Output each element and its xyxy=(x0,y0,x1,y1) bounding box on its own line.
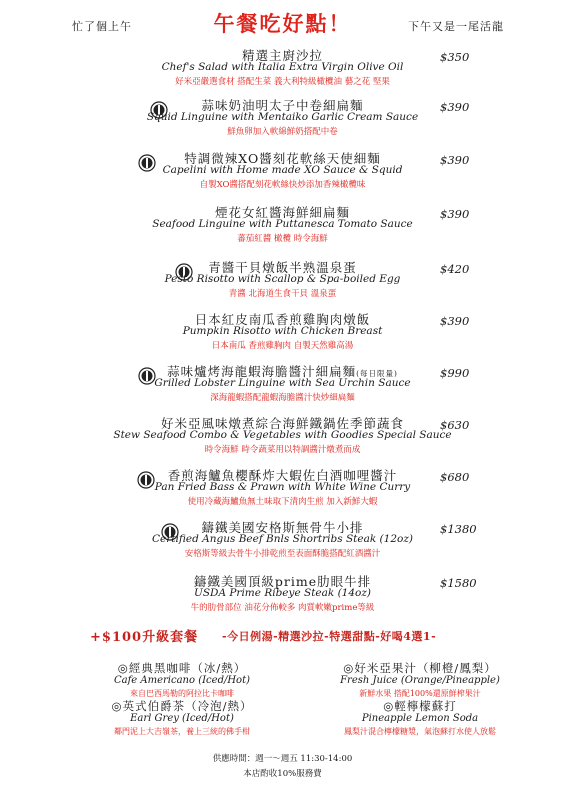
menu-item xyxy=(0,466,565,516)
item-description: 使用冷藏海鱸魚無土味取下清肉生煎 加入新鮮大蝦 xyxy=(187,497,378,507)
item-price: $390 xyxy=(440,153,470,167)
item-description: 青醬 北海道生食干貝 溫泉蛋 xyxy=(228,289,337,299)
upgrade-set-banner xyxy=(0,626,565,646)
drink-item xyxy=(62,698,302,736)
item-price: $1380 xyxy=(440,522,477,536)
item-description: 時令海鮮 時令蔬菜用以特調醬汁燉煮而成 xyxy=(204,445,361,455)
drink-name-zh: ◎英式伯爵茶（冷泡/熱） xyxy=(111,699,253,713)
drink-item xyxy=(300,660,540,698)
item-description: 日本南瓜 香煎雞胸肉 自製天然雞高湯 xyxy=(211,341,354,351)
item-price: $1580 xyxy=(440,576,477,590)
page-title: 午餐吃好點！ xyxy=(213,11,352,36)
menu-item xyxy=(0,518,565,568)
item-name-en: Squid Linguine with Mentaiko Garlic Cream Sauce xyxy=(146,111,419,123)
limited-badge: (每日限量) xyxy=(356,369,398,378)
item-price: $390 xyxy=(440,100,470,114)
item-name-zh: 好米亞風味燉煮綜合海鮮鐵鍋佐季節蔬食 xyxy=(160,416,404,431)
menu-item xyxy=(0,149,565,199)
menu-item xyxy=(0,258,565,308)
item-name-en: Pumpkin Risotto with Chicken Breast xyxy=(182,325,383,337)
item-name-zh: 蒜味奶油明太子中卷細扁麵 xyxy=(201,98,364,113)
item-description: 好米亞嚴選食材 搭配生菜 義大利特級橄欖油 藝之花 堅果 xyxy=(175,77,390,87)
drink-description: 鳳梨汁混合檸檬糖漿，氣泡蘇打水使人放鬆 xyxy=(344,727,496,736)
drink-description: 來自巴西馬勒的阿拉比卡咖啡 xyxy=(130,689,234,698)
header-right-tagline: 下午又是一尾活龍 xyxy=(408,20,504,33)
service-hours: 供應時間：週一～週五 11:30-14:00 xyxy=(212,754,353,764)
item-name-en: Pesto Risotto with Scallop & Spa-boiled Egg xyxy=(164,273,401,285)
item-name-en: Capelini with Home made XO Sauce & Squid xyxy=(162,164,403,176)
set-title: +$100升級套餐 xyxy=(90,630,199,645)
drink-description: 新鮮水果 搭配100%還原鮮榨果汁 xyxy=(359,689,481,698)
item-name-en: Pan Fried Bass & Prawn with White Wine Curry xyxy=(154,481,411,493)
item-name-zh: 鑄鐵美國頂級prime肋眼牛排 xyxy=(193,574,372,589)
item-name-en: Chef's Salad with Italia Extra Virgin Olive Oil xyxy=(161,61,404,73)
menu-item xyxy=(0,203,565,253)
drink-name-en: Fresh Juice (Orange/Pineapple) xyxy=(340,675,500,686)
item-description: 牛的肋骨部位 油花分佈較多 肉質軟嫩prime等級 xyxy=(190,603,375,613)
drink-name-en: Cafe Americano (Iced/Hot) xyxy=(113,675,250,686)
item-price: $350 xyxy=(440,50,470,64)
drink-item xyxy=(300,698,540,736)
set-description: -今日例湯-精選沙拉-特選甜點-好喝4選1- xyxy=(222,630,437,643)
item-description: 鮮魚卵加入軟綿鮮奶搭配中卷 xyxy=(227,127,338,137)
drink-name-zh: ◎好米亞果汁（柳橙/鳳梨） xyxy=(343,661,497,675)
menu-item xyxy=(0,362,565,412)
item-name-zh: 香煎海鱸魚櫻酥炸大蝦佐白酒咖哩醬汁 xyxy=(167,468,398,483)
item-price: $390 xyxy=(440,314,470,328)
menu-item xyxy=(0,572,565,622)
item-name-zh: 煙花女紅醬海鮮細扁麵 xyxy=(214,205,350,220)
item-name-en: Grilled Lobster Linguine with Sea Urchin Sauce xyxy=(154,377,411,389)
drink-name-zh: ◎輕檸檬蘇打 xyxy=(383,699,457,713)
drink-description: 鄰門泥上大吉嶺茶，養上三統的佛手柑 xyxy=(114,727,250,736)
drink-name-en: Earl Grey (Iced/Hot) xyxy=(130,713,234,724)
item-price: $390 xyxy=(440,207,470,221)
item-description: 安格斯等級去骨牛小排乾煎至表面酥脆搭配紅酒醬汁 xyxy=(184,549,381,559)
item-name-zh: 特調微辣XO醬刻花軟絲天使細麵 xyxy=(184,151,381,166)
item-name-en: Seafood Linguine with Puttanesca Tomato Sauce xyxy=(152,218,413,230)
menu-item xyxy=(0,414,565,464)
item-name-en: USDA Prime Ribeye Steak (14oz) xyxy=(193,587,371,599)
item-description: 深海龍蝦搭配龍蝦海膽醬汁快炒細扁麵 xyxy=(210,393,355,403)
item-name-zh: 精選主廚沙拉 xyxy=(241,48,323,63)
item-name-zh: 青醬干貝燉飯半熟溫泉蛋 xyxy=(208,260,357,275)
item-price: $420 xyxy=(440,262,470,276)
item-name-en: Certified Angus Beef Bnls Shortribs Steak (12oz) xyxy=(152,533,413,545)
drink-item xyxy=(62,660,302,698)
item-name-en: Stew Seafood Combo & Vegetables with Goodies Special Sauce xyxy=(113,429,452,441)
drink-name-zh: ◎經典黑咖啡（冰/熱） xyxy=(117,661,247,675)
item-name-zh: 日本紅皮南瓜香煎雞胸肉燉飯 xyxy=(194,312,371,327)
item-price: $680 xyxy=(440,470,470,484)
item-description: 蕃茄紅醬 橄欖 時令海鮮 xyxy=(237,234,328,244)
menu-item xyxy=(0,96,565,146)
item-price: $630 xyxy=(440,418,470,432)
item-name-zh: 鑄鐵美國安格斯無骨牛小排 xyxy=(201,520,364,535)
item-name-zh-text: 蒜味爐烤海龍蝦海膽醬汁細扁麵 xyxy=(167,364,357,379)
menu-item xyxy=(0,46,565,96)
page-header xyxy=(0,8,565,38)
drink-name-en: Pineapple Lemon Soda xyxy=(361,713,479,724)
header-left-tagline: 忙了個上午 xyxy=(72,20,132,33)
item-price: $990 xyxy=(440,366,470,380)
item-description: 自製XO醬搭配刻花軟絲快炒添加香辣橄欖味 xyxy=(199,180,366,190)
service-charge-note: 本店酌收10%服務費 xyxy=(243,769,322,779)
menu-item xyxy=(0,310,565,360)
